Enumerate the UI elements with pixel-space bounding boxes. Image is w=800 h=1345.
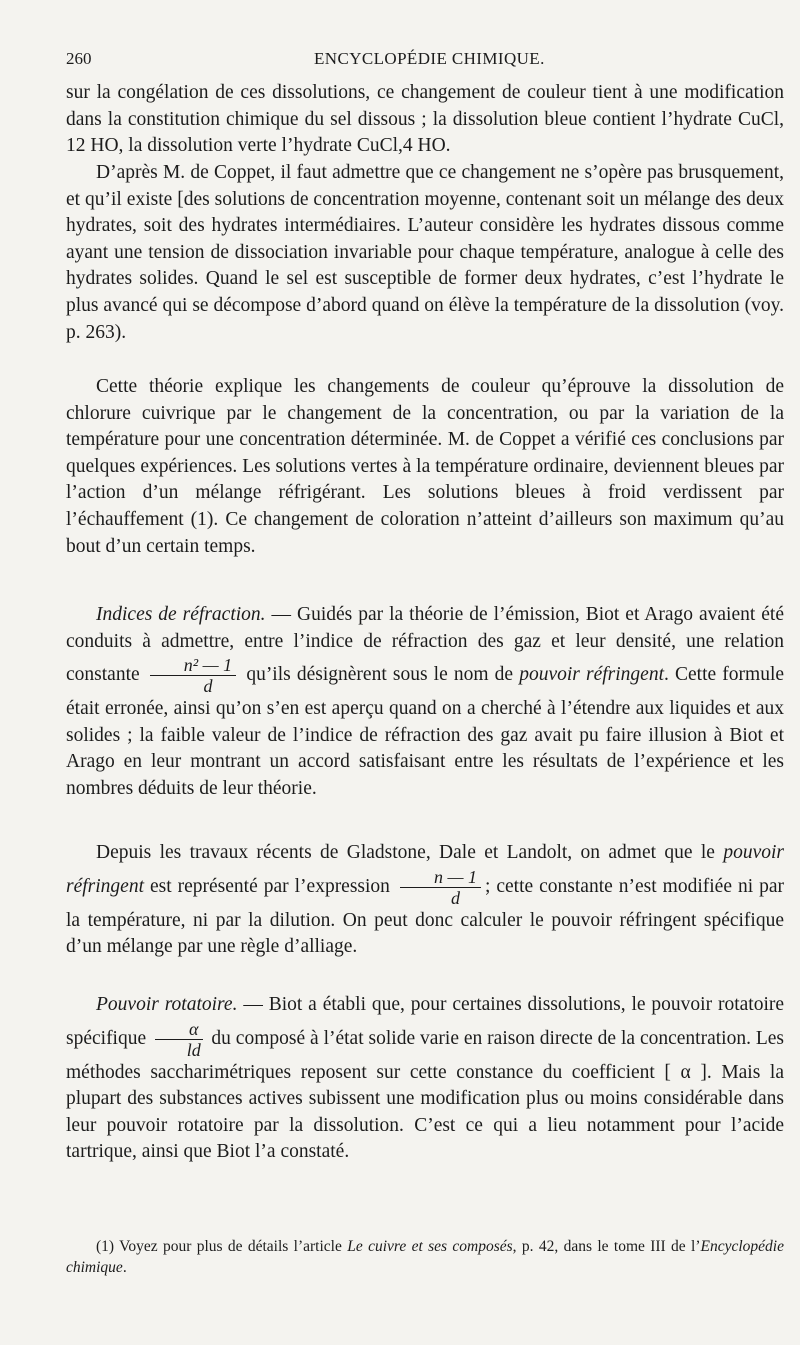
term-pouvoir-refringent: pouvoir réfringent xyxy=(66,842,784,897)
fraction-denominator: d xyxy=(203,676,213,697)
fraction-formula xyxy=(155,1019,202,1060)
paragraph-refraction-indices xyxy=(66,602,784,803)
paragraph-rotatory-power xyxy=(66,992,784,1166)
fraction-formula xyxy=(400,867,481,908)
paragraph-text: ; cette constante n’est modifiée ni par la température, ni par la dilution. On peut donc calculer le pouvoir réfringent spécifique d’un mélange par une règle d’alliage. xyxy=(66,875,785,958)
fraction-numerator: n — 1 xyxy=(400,867,481,888)
fraction-denominator: ld xyxy=(186,1039,201,1060)
footnote-text: (1) Voyez pour plus de détails l’article xyxy=(96,1238,348,1255)
paragraph-text: — Guidés par la théorie de l’émission, Biot et Arago avaient été conduits à admettre, entre l’indice de réfraction des gaz et leur densité, une relation constante xyxy=(66,604,784,686)
paragraph-text: Cette théorie explique les changements de couleur qu’éprouve la dissolution de chlorure cuivrique par le changement de la concentration, ou par la variation de la température pour une concentration déterminée. M. de Coppet a vérifié ces conclusions par quelques expériences. Les solutions vertes à la température ordinaire, deviennent bleues par l’action d’un mélange réfrigérant. Les solutions bleues à froid verdissent par l’échauffement (1). Ce changement de coloration n’atteint d’ailleurs son maximum qu’au bout d’un certain temps. xyxy=(66,376,784,557)
page-number: 260 xyxy=(66,49,92,68)
footnote-text: , p. 42, dans le tome III de l’ xyxy=(512,1238,701,1255)
paragraph-text: Depuis les travaux récents de Gladstone, Dale et Landolt, on admet que le xyxy=(96,842,724,863)
running-title: ENCYCLOPÉDIE CHIMIQUE. xyxy=(314,49,545,68)
fraction-numerator: n² — 1 xyxy=(150,655,236,676)
fraction-denominator: d xyxy=(450,887,460,908)
footnote-work-title: Encyclopédie chimique xyxy=(66,1238,784,1276)
footnote-text: . xyxy=(122,1259,127,1276)
fraction-numerator: α xyxy=(155,1019,202,1040)
running-header xyxy=(66,46,766,70)
term-pouvoir-refringent: pouvoir réfringent xyxy=(519,664,664,686)
paragraph-text: du composé à l’état solide varie en raison directe de la concentration. Les méthodes saccharimétriques reposent sur cette constance du coefficient [ α ]. Mais la plupart des substances actives subissent une modification plus ou moins considérable dans leur pouvoir rotatoire par la dissolution. C’est ce qui a lieu notamment pour l’acide tartrique, ainsi que Biot l’a constaté. xyxy=(66,1027,785,1163)
paragraph-coppet xyxy=(66,160,784,346)
paragraph-text: D’après M. de Coppet, il faut admettre que ce changement ne s’opère pas brusquement, et qu’il existe [des solutions de concentration moyenne, contenant soit un mélange des deux hydrates, soit des hydrates intermédiaires. L’auteur considère les hydrates dissous comme ayant une tension de dissociation invariable pour chaque température, analogue à celle des hydrates solides. Quand le sel est susceptible de former deux hydrates, c’est l’hydrate le plus avancé qui se décompose d’abord quand on élève la température de la dissolution (voy. p. 263). xyxy=(66,162,784,343)
paragraph-theory xyxy=(66,374,784,560)
paragraph-hydrates xyxy=(66,80,784,160)
footnote xyxy=(66,1236,784,1278)
fraction-formula xyxy=(150,655,236,696)
paragraph-text: est représenté par l’expression xyxy=(144,875,390,897)
section-heading-refraction: Indices de réfraction. xyxy=(96,604,266,625)
section-heading-rotatory: Pouvoir rotatoire. xyxy=(96,994,238,1015)
paragraph-text: qu’ils désignèrent sous le nom de xyxy=(240,664,520,686)
paragraph-text: sur la congélation de ces dissolutions, ce changement de couleur tient à une modification dans la constitution chimique du sel dissous ; la dissolution bleue contient l’hydrate CuCl, 12 HO, la dissolution verte l’hydrate CuCl,4 HO. xyxy=(66,82,784,157)
footnote-article-title: Le cuivre et ses composés xyxy=(347,1238,513,1255)
paragraph-gladstone xyxy=(66,840,784,961)
paragraph-text: . Cette formule était erronée, ainsi qu’on s’en est aperçu quand on a cherché à l’étendre aux liquides et aux solides ; la faible valeur de l’indice de réfraction des gaz avait pu faire illusion à Biot et Arago en leur montrant un accord satisfaisant entre les résultats de l’expérience et les nombres déduits de leur théorie. xyxy=(66,664,785,799)
paragraph-text: — Biot a établi que, pour certaines dissolutions, le pouvoir rotatoire spécifique xyxy=(66,994,785,1049)
